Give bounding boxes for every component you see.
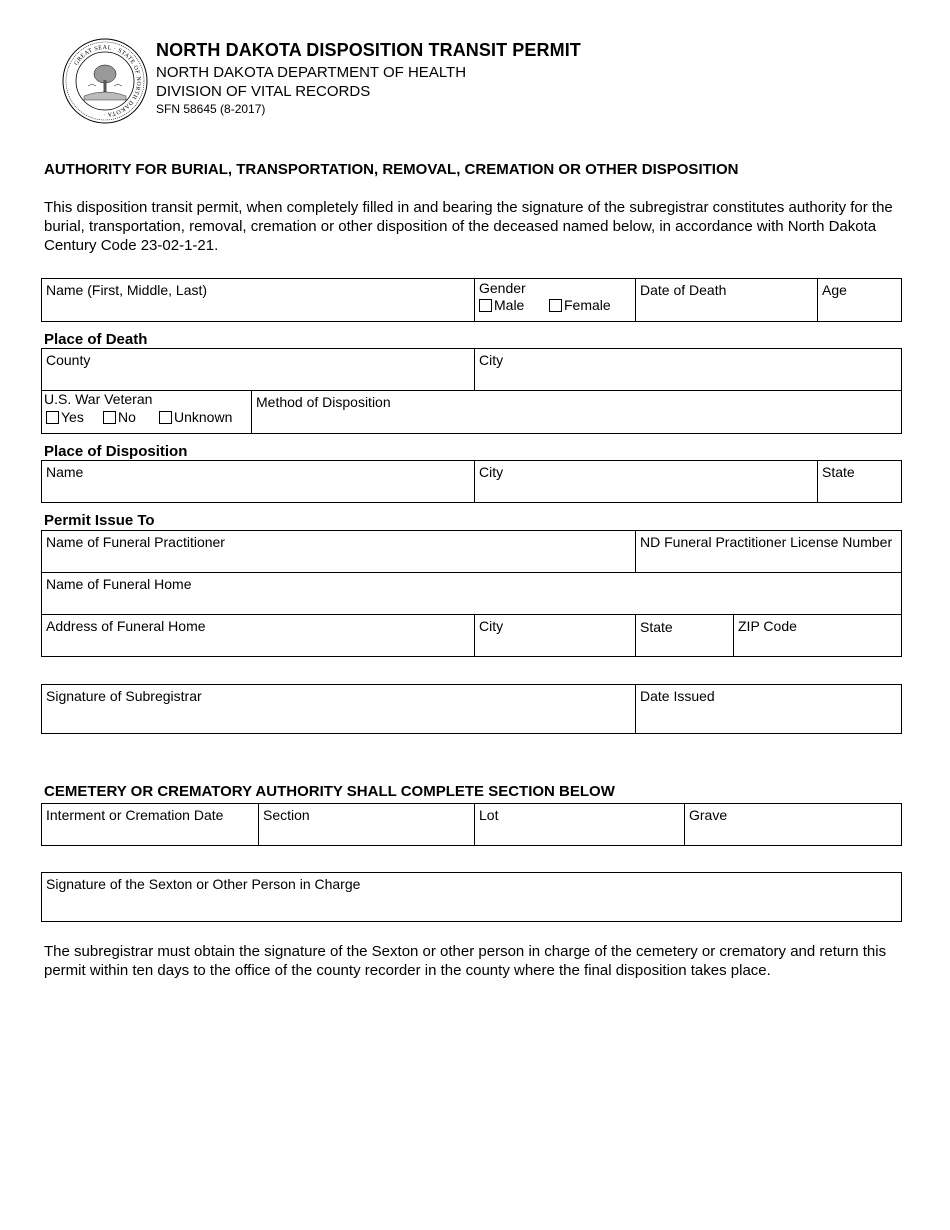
gender-female-option[interactable]: Female: [549, 297, 611, 313]
death-city-field[interactable]: City: [479, 352, 504, 368]
subregistrar-signature-field[interactable]: Signature of Subregistrar: [46, 688, 202, 704]
state-seal-image: [62, 38, 148, 124]
authority-heading: AUTHORITY FOR BURIAL, TRANSPORTATION, REMOVAL, CREMATION OR OTHER DISPOSITION: [44, 161, 739, 178]
funeral-home-city-field[interactable]: City: [479, 618, 504, 634]
cemetery-heading: CEMETERY OR CREMATORY AUTHORITY SHALL COMPLETE SECTION BELOW: [44, 783, 615, 800]
disposition-city-field[interactable]: City: [479, 464, 504, 480]
male-checkbox[interactable]: [479, 299, 492, 312]
form-title: NORTH DAKOTA DISPOSITION TRANSIT PERMIT: [156, 40, 581, 60]
place-of-disposition-heading: Place of Disposition: [44, 443, 188, 460]
unknown-checkbox[interactable]: [159, 411, 172, 424]
veteran-label: U.S. War Veteran: [44, 391, 153, 407]
female-checkbox[interactable]: [549, 299, 562, 312]
funeral-home-zip-field[interactable]: ZIP Code: [738, 618, 797, 634]
yes-checkbox[interactable]: [46, 411, 59, 424]
footer-instructions: The subregistrar must obtain the signature of the Sexton or other person in charge of the cemetery or crematory and return this permit within ten days to the office of the county recorder in the county where the final disposition takes place.: [44, 943, 887, 979]
gender-male-option[interactable]: Male: [479, 297, 524, 313]
method-of-disposition-field[interactable]: Method of Disposition: [256, 394, 391, 410]
veteran-no-option[interactable]: No: [103, 409, 136, 425]
funeral-home-state-field[interactable]: State: [640, 619, 673, 635]
place-of-death-heading: Place of Death: [44, 331, 148, 348]
age-field[interactable]: Age: [822, 282, 847, 298]
date-of-death-field[interactable]: Date of Death: [640, 282, 727, 298]
permit-issue-heading: Permit Issue To: [44, 512, 155, 529]
section-field[interactable]: Section: [263, 807, 310, 823]
veteran-yes-option[interactable]: Yes: [46, 409, 84, 425]
disposition-state-field[interactable]: State: [822, 464, 855, 480]
gender-label: Gender: [479, 280, 526, 296]
license-number-field[interactable]: ND Funeral Practitioner License Number: [640, 534, 893, 550]
funeral-practitioner-field[interactable]: Name of Funeral Practitioner: [46, 534, 225, 550]
interment-date-field[interactable]: Interment or Cremation Date: [46, 807, 224, 823]
date-issued-field[interactable]: Date Issued: [640, 688, 715, 704]
no-checkbox[interactable]: [103, 411, 116, 424]
funeral-home-address-field[interactable]: Address of Funeral Home: [46, 618, 206, 634]
grave-field[interactable]: Grave: [689, 807, 728, 823]
lot-field[interactable]: Lot: [479, 807, 499, 823]
department-name: NORTH DAKOTA DEPARTMENT OF HEALTH: [156, 64, 467, 81]
decedent-name-field[interactable]: Name (First, Middle, Last): [46, 282, 208, 298]
funeral-home-name-field[interactable]: Name of Funeral Home: [46, 576, 192, 592]
county-field[interactable]: County: [46, 352, 91, 368]
division-name: DIVISION OF VITAL RECORDS: [156, 83, 371, 100]
intro-paragraph: This disposition transit permit, when completely filled in and bearing the signature of the subregistrar constitutes authority for the burial, transportation, removal, cremation or other disposition of the deceased named below, in accordance with North Dakota Century Code 23-02-1-21.: [44, 199, 893, 254]
veteran-unknown-option[interactable]: Unknown: [159, 409, 232, 425]
disposition-name-field[interactable]: Name: [46, 464, 84, 480]
sexton-signature-field[interactable]: Signature of the Sexton or Other Person in Charge: [46, 876, 361, 892]
form-number: SFN 58645 (8-2017): [156, 102, 266, 116]
svg-text:GREAT SEAL · STATE OF NORTH DA: GREAT SEAL · STATE OF NORTH DAKOTA ·: [73, 44, 142, 118]
